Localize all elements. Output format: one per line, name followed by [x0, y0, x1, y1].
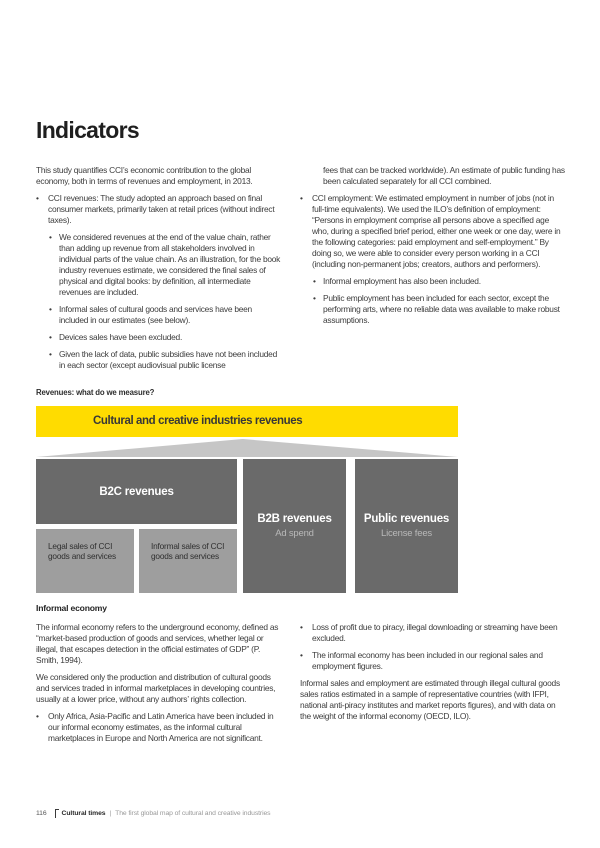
footer-brand: Cultural times	[61, 810, 106, 817]
bullet-text: Informal employment has also been included.	[323, 276, 481, 286]
box-title: B2C revenues	[99, 485, 174, 498]
sub-bullet-informal-sales	[49, 304, 283, 326]
bullet-regional-figures	[300, 650, 565, 672]
informal-paragraph-definition: The informal economy refers to the underground economy, defined as “market-based production of goods and services, whether legal or illegal, that escapes detection in the official estimates of GDP” (P. Smith, 1994).	[36, 622, 279, 665]
page-footer	[36, 809, 270, 818]
box-subtitle: License fees	[381, 528, 432, 539]
informal-paragraph-scope: We considered only the production and distribution of cultural goods and services traded in informal marketplaces in developing countries, usually at a lower price, without any authors’ rights collection.	[36, 672, 276, 704]
bullet-text: Informal sales of cultural goods and services have been included in our estimates (see below).	[59, 304, 252, 325]
revenues-diagram	[36, 388, 458, 593]
bullet-text: CCI revenues: The study adopted an approach based on final consumer markets, primarily taken at retail prices (without indirect taxes).	[48, 193, 275, 225]
bullet-marker: •	[36, 711, 39, 721]
footer-separator: |	[109, 810, 112, 817]
box-title: B2B revenues	[257, 513, 332, 525]
bullet-piracy-excluded	[300, 622, 565, 644]
bullet-marker: •	[313, 293, 316, 303]
bullet-cci-revenues	[36, 193, 283, 226]
bullet-cci-employment	[300, 193, 565, 270]
footer-bracket-icon	[55, 809, 59, 818]
bullet-marker: •	[300, 650, 303, 660]
connector-triangle	[36, 439, 458, 457]
bullet-regions-included	[36, 711, 283, 744]
methodology-left-column	[36, 165, 283, 377]
box-title: Public revenues	[363, 513, 450, 525]
bullet-text: Given the lack of data, public subsidies have not been included in each sector (except audiovisual public license	[59, 349, 277, 370]
sub-bullet-value-chain	[49, 232, 283, 298]
bullet-text: The informal economy has been included in our regional sales and employment figures.	[312, 650, 543, 671]
banner-title: Cultural and creative industries revenues	[93, 415, 303, 427]
intro-paragraph: This study quantifies CCI’s economic contribution to the global economy, both in terms of revenues and employment, in 2013.	[36, 165, 253, 186]
box-subtitle: Ad spend	[275, 528, 314, 539]
bullet-text: Devices sales have been excluded.	[59, 332, 183, 342]
b2c-column	[36, 459, 237, 593]
bullet-marker: •	[313, 276, 316, 286]
informal-estimation-paragraph: Informal sales and employment are estimated through illegal cultural goods sales ratios estimated in a sample of representative countries (with IFPI, national anti-piracy institutes and market reports figures), and with data on the weight of the informal economy (OECD, ILO).	[300, 678, 560, 721]
box-informal-sales	[139, 529, 237, 593]
banner-cci-revenues	[36, 406, 458, 437]
methodology-section	[36, 165, 565, 377]
bullet-text: Only Africa, Asia-Pacific and Latin America have been included in our informal economy estimates, as the informal cultural marketplaces in Europe and North America are not significant.	[48, 711, 274, 743]
page-title: Indicators	[36, 117, 139, 143]
footer-tagline: The first global map of cultural and creative industries	[115, 810, 271, 817]
bullet-text: Public employment has been included for each sector, except the performing arts, where no reliable data was available to make robust assumptions.	[323, 293, 560, 325]
box-legal-sales	[36, 529, 134, 593]
bullet-marker: •	[49, 349, 52, 359]
box-label: Legal sales of CCI goods and services	[48, 541, 116, 561]
bullet-marker: •	[49, 232, 52, 242]
sub-bullet-public-subsidies	[49, 349, 283, 371]
informal-economy-section	[36, 603, 565, 750]
b2c-sub-boxes	[36, 529, 237, 593]
box-public-revenues	[355, 459, 458, 593]
diagram-label: Revenues: what do we measure?	[36, 388, 155, 397]
methodology-right-column	[300, 165, 565, 377]
sub-bullet-informal-employment	[313, 276, 565, 287]
box-b2b-revenues	[243, 459, 346, 593]
bullet-text: CCI employment: We estimated employment in number of jobs (not in full-time equivalents). We used the ILO’s definition of employment: “Persons in employment comprise all persons above a specified age who, during a specified brief period, either one week or one day, were in the following categories: paid employment and self-employment.” By doing so, we were able to consider every person working in a CCI (including non-permanent jobs; creators, authors and performers).	[312, 193, 561, 269]
sub-bullet-devices-excluded	[49, 332, 283, 343]
sub-bullet-public-employment	[313, 293, 565, 326]
bullet-marker: •	[49, 304, 52, 314]
box-label: Informal sales of CCI goods and services	[151, 541, 225, 561]
bullet-marker: •	[36, 193, 39, 203]
bullet-marker: •	[300, 622, 303, 632]
diagram-boxes-row	[36, 459, 458, 593]
continuation-paragraph: fees that can be tracked worldwide). An estimate of public funding has been calculated separately for all CCI combined.	[323, 165, 565, 186]
bullet-text: Loss of profit due to piracy, illegal downloading or streaming have been excluded.	[312, 622, 558, 643]
informal-left-column	[36, 603, 283, 750]
box-b2c-revenues	[36, 459, 237, 524]
bullet-marker: •	[49, 332, 52, 342]
informal-right-column	[300, 603, 565, 750]
page-number: 116	[36, 810, 47, 817]
bullet-marker: •	[300, 193, 303, 203]
bullet-text: We considered revenues at the end of the value chain, rather than adding up revenue from all stakeholders involved in individual parts of the value chain. As an illustration, for the book industry revenues estimate, we considered the final sales of physical and digital books: by definition, all intermediate revenues are included.	[59, 232, 281, 297]
informal-economy-heading: Informal economy	[36, 603, 107, 613]
